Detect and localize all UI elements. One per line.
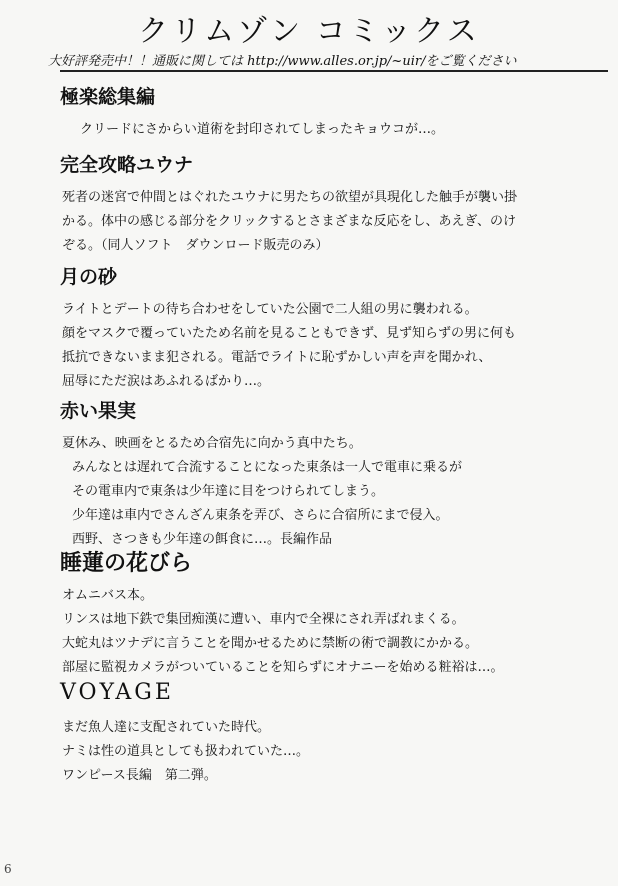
section-line: オムニバス本。 (62, 588, 154, 603)
section-title-gokuraku: 極楽総集編 (60, 86, 156, 108)
page-subtitle: 大好評発売中！！通販に関しては http://www.alles.or.jp/~uir/をご覧ください (48, 54, 517, 69)
section-title-suiren: 睡蓮の花びら (60, 551, 193, 576)
section-line: リンスは地下鉄で集団痴漢に遭い、車内で全裸にされ弄ばれまくる。 (62, 612, 465, 627)
section-title-tsuki-no-suna: 月の砂 (60, 266, 118, 288)
section-line: 部屋に監視カメラがついていることを知らずにオナニーを始める粧裕は…。 (62, 660, 504, 675)
page-title: クリムゾン コミックス (138, 14, 480, 49)
section-line: 死者の迷宮で仲間とはぐれたユウナに男たちの欲望が具現化した触手が襲い掛 (62, 190, 518, 205)
section-line: まだ魚人達に支配されていた時代。 (62, 720, 271, 735)
section-line: ライトとデートの待ち合わせをしていた公園で二人組の男に襲われる。 (62, 302, 478, 317)
section-line: ナミは性の道具としても扱われていた…。 (62, 744, 310, 759)
header-divider (60, 70, 608, 72)
section-title-yuna: 完全攻略ユウナ (60, 154, 194, 176)
section-line: 夏休み、映画をとるため合宿先に向かう真中たち。 (62, 436, 362, 451)
section-line: 西野、さつきも少年達の餌食に…。長編作品 (72, 532, 333, 547)
page-number: 6 (4, 862, 12, 876)
section-line: クリードにさからい道術を封印されてしまったキョウコが…。 (80, 122, 445, 137)
section-line: ワンピース長編 第二弾。 (62, 768, 217, 783)
section-line: かる。体中の感じる部分をクリックするとさまざまな反応をし、あえぎ、のけ (62, 214, 516, 229)
section-line: 大蛇丸はツナデに言うことを聞かせるために禁断の術で調教にかかる。 (62, 636, 479, 651)
section-line: みんなとは遅れて合流することになった東条は一人で電車に乗るが (72, 460, 463, 475)
section-line: 少年達は車内でさんざん東条を弄び、さらに合宿所にまで侵入。 (72, 508, 449, 523)
section-line: ぞる。（同人ソフト ダウンロード販売のみ） (62, 238, 329, 253)
section-line: 抵抗できないまま犯される。電話でライトに恥ずかしい声を声を聞かれ、 (62, 350, 492, 365)
section-line: 顔をマスクで覆っていたため名前を見ることもできず、見ず知らずの男に何も (62, 326, 516, 341)
section-line: その電車内で東条は少年達に目をつけられてしまう。 (72, 484, 385, 499)
section-line: 屈辱にただ涙はあふれるばかり…。 (62, 374, 271, 389)
section-title-voyage: VOYAGE (60, 680, 174, 705)
section-title-akai-kajitsu: 赤い果実 (60, 400, 137, 422)
